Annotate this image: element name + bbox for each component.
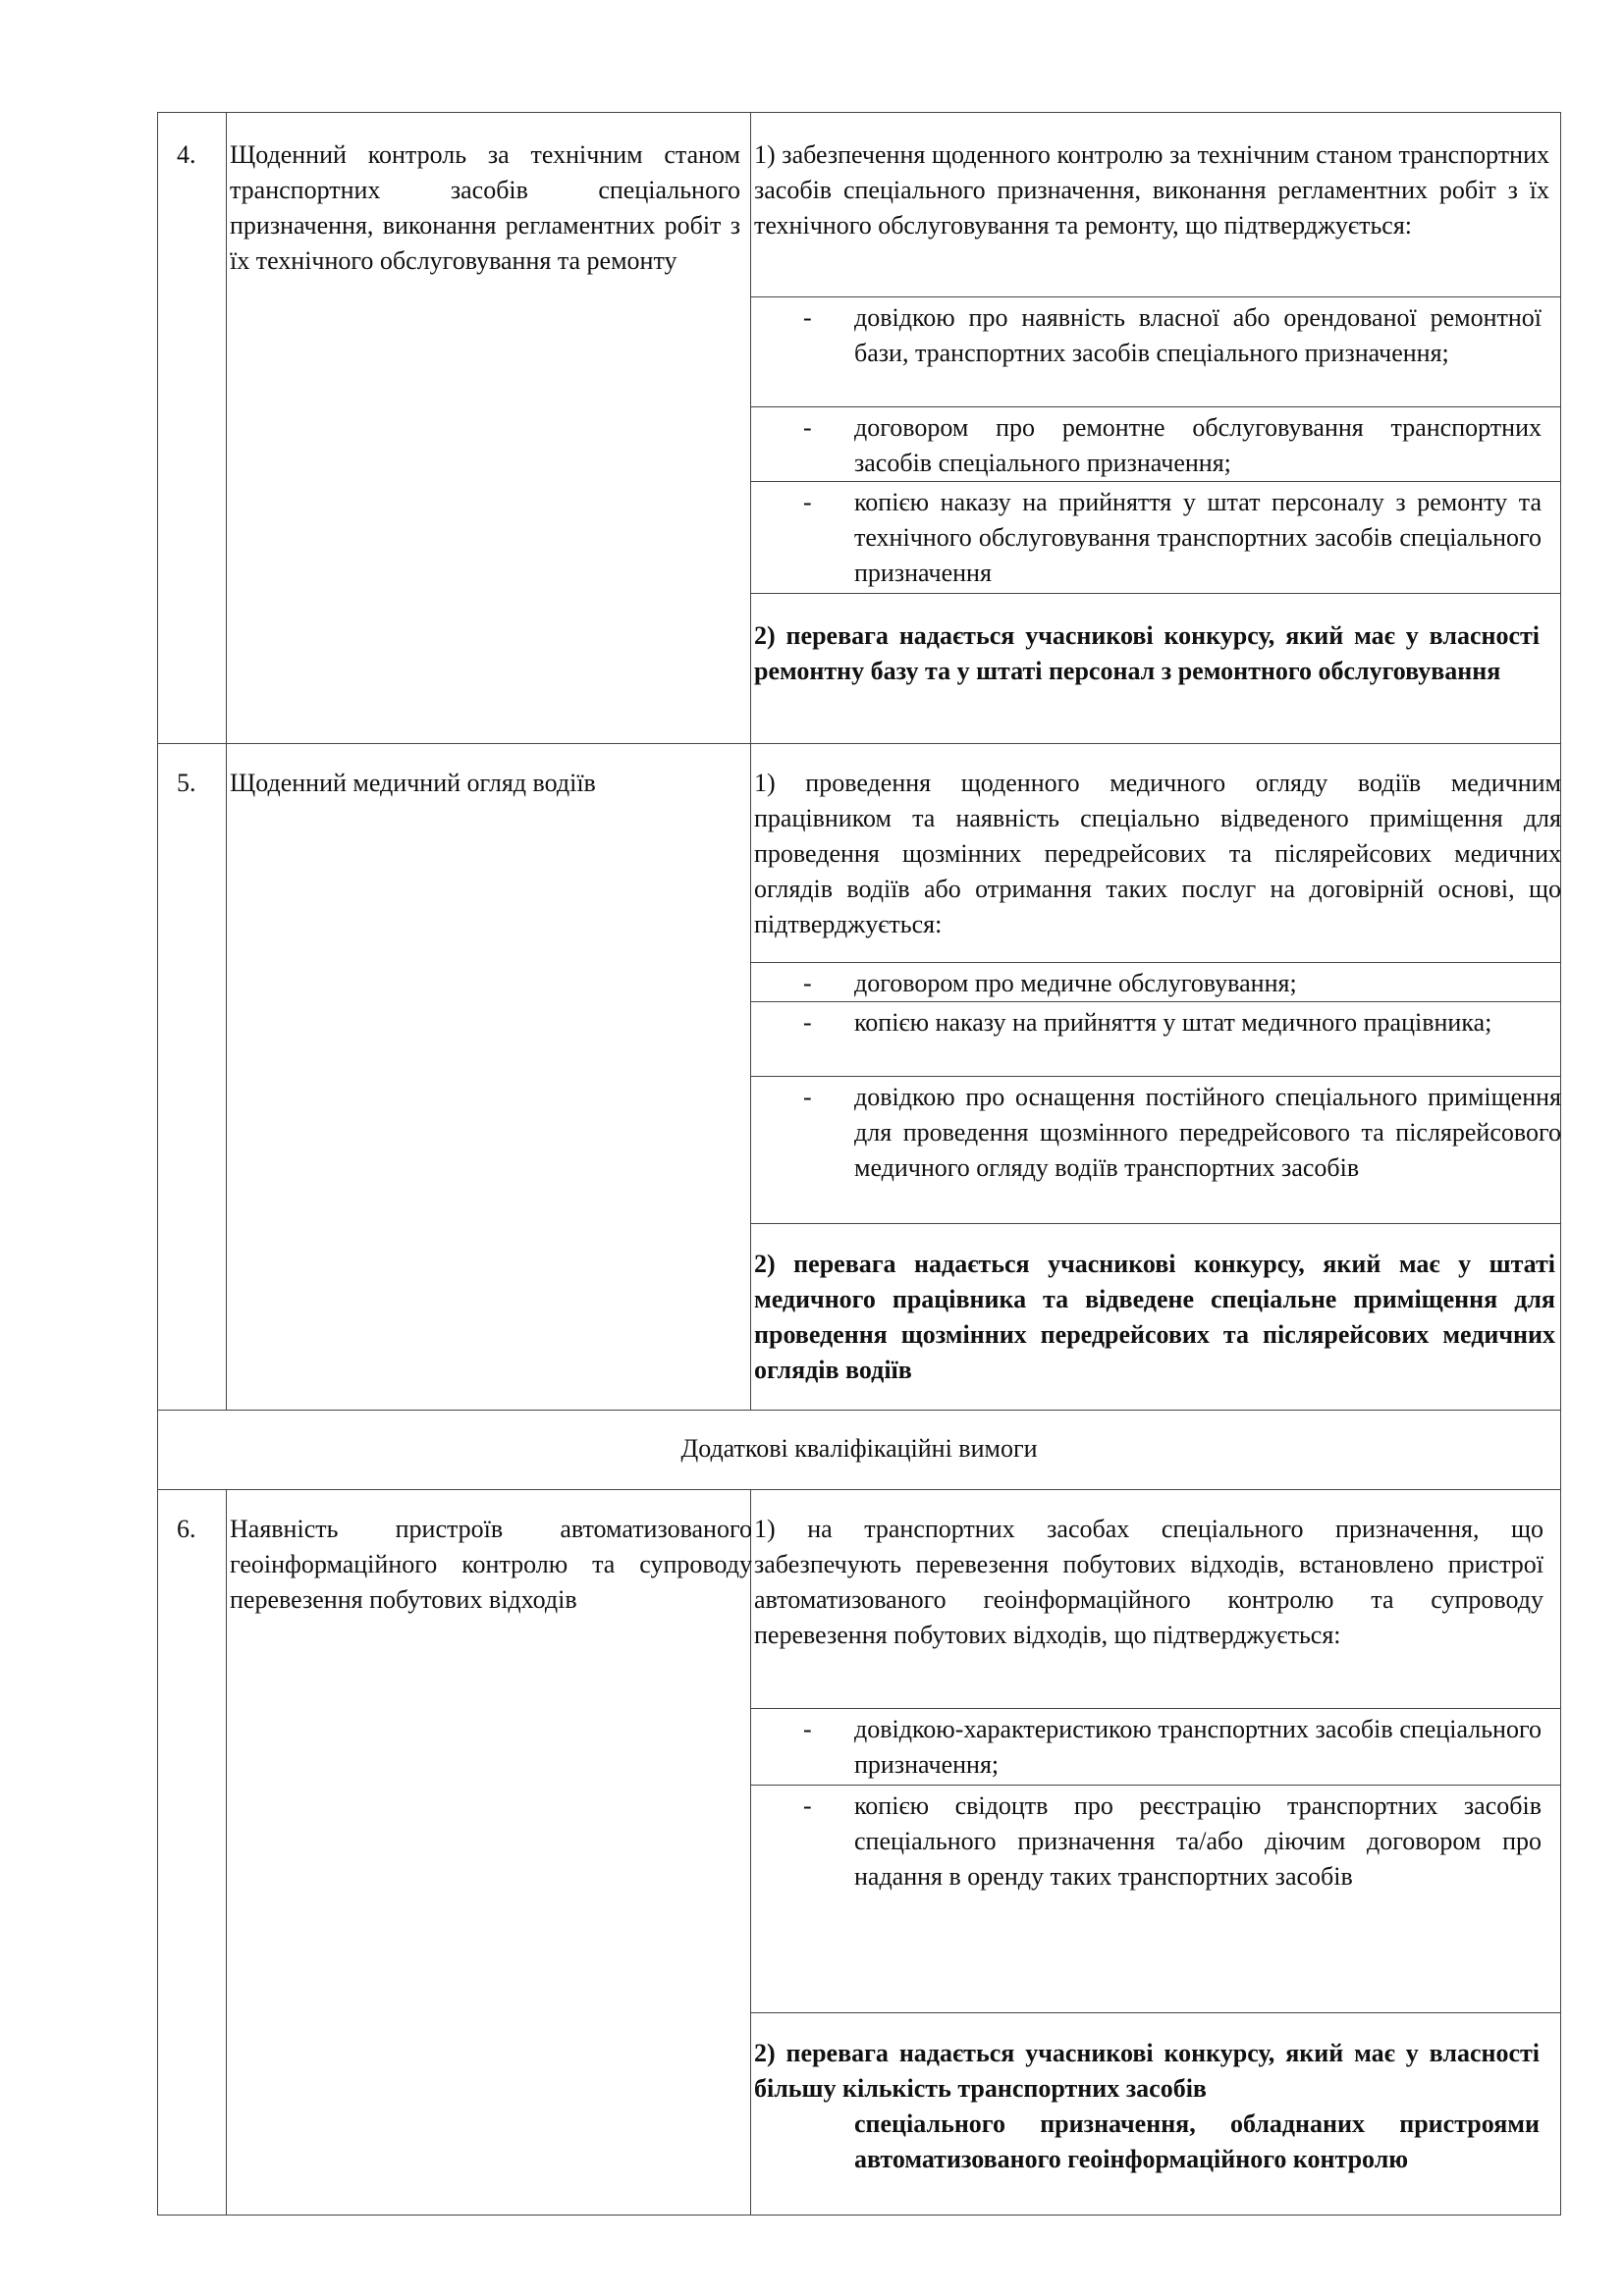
row-number: 4. (177, 140, 196, 169)
advantage-text: 2) перевага надається учасникові конкурсу, який має у власності ремонтну базу та у штаті персонал з ремонтного обслуговування (754, 621, 1540, 685)
evidence-text: довідкою про наявність власної або орендованої ремонтної бази, транспортних засобів спеціального призначення; (854, 303, 1542, 367)
evidence-text: копією наказу на прийняття у штат медичного працівника; (854, 1008, 1492, 1037)
criterion-text: Щоденний медичний огляд водіїв (230, 769, 596, 797)
advantage-text-continued: спеціального призначення, обладнаних пристроями автоматизованого геоінформаційного контролю (854, 2109, 1540, 2173)
evidence-text: договором про медичне обслуговування; (854, 969, 1297, 997)
advantage-text: 2) перевага надається учасникові конкурсу, який має у власності більшу кількість транспортних засобів (754, 2039, 1540, 2103)
bullet-dash: - (803, 1083, 812, 1111)
advantage-text: 2) перевага надається учасникові конкурсу, який має у штаті медичного працівника та відведене спеціальне приміщення для проведення щозмінних передрейсових та післярейсових медичних оглядів водіїв (754, 1250, 1555, 1384)
row-divider (750, 1785, 1561, 1786)
row-divider (157, 743, 1561, 744)
evidence-text: довідкою-характеристикою транспортних засобів спеціального призначення; (854, 1715, 1542, 1779)
column-divider-number (226, 1489, 227, 2216)
evidence-text: копією наказу на прийняття у штат персоналу з ремонту та технічного обслуговування транспортних засобів спеціального призначення (854, 488, 1542, 587)
row-divider (750, 1708, 1561, 1709)
criterion-text: Наявність пристроїв автоматизованого геоінформаційного контролю та супроводу перевезення побутових відходів (230, 1515, 752, 1614)
row-divider (157, 1489, 1561, 1490)
section-heading-row (157, 1410, 1561, 1489)
bullet-dash: - (803, 488, 812, 516)
row-divider (750, 1076, 1561, 1077)
requirement-text: 1) забезпечення щоденного контролю за технічним станом транспортних засобів спеціального призначення, виконання регламентних робіт з їх технічного обслуговування та ремонту, що підтверджується: (754, 140, 1549, 240)
section-heading: Додаткові кваліфікаційні вимоги (680, 1434, 1038, 1463)
evidence-text: довідкою про оснащення постійного спеціального приміщення для проведення щозмінного передрейсового та післярейсового медичного огляду водіїв транспортних засобів (854, 1083, 1561, 1182)
bullet-dash: - (803, 1008, 812, 1037)
column-divider-number (226, 112, 227, 1410)
row-divider (750, 1223, 1561, 1224)
criterion-text: Щоденний контроль за технічним станом транспортних засобів спеціального призначення, виконання регламентних робіт з їх технічного обслуговування та ремонту (230, 140, 740, 275)
row-divider (750, 593, 1561, 594)
row-number: 6. (177, 1515, 196, 1543)
bullet-dash: - (803, 1715, 812, 1743)
evidence-text: копією свідоцтв про реєстрацію транспортних засобів спеціального призначення та/або діючим договором про надання в оренду таких транспортних засобів (854, 1791, 1542, 1891)
requirement-text: 1) проведення щоденного медичного огляду водіїв медичним працівником та наявність спеціально відведеного приміщення для проведення щозмінних передрейсових та післярейсових медичних оглядів водіїв або отримання таких послуг на договірній основі, що підтверджується: (754, 769, 1561, 938)
bullet-dash: - (803, 413, 812, 442)
bullet-dash: - (803, 1791, 812, 1820)
bullet-dash: - (803, 303, 812, 332)
evidence-text: договором про ремонтне обслуговування транспортних засобів спеціального призначення; (854, 413, 1542, 477)
column-divider-criterion (750, 112, 751, 1410)
row-divider (750, 406, 1561, 407)
row-number: 5. (177, 769, 196, 797)
row-divider (750, 2012, 1561, 2013)
row-divider (750, 481, 1561, 482)
requirement-text: 1) на транспортних засобах спеціального призначення, що забезпечують перевезення побутових відходів, встановлено пристрої автоматизованого геоінформаційного контролю та супроводу перевезення побутових відходів, що підтверджується: (754, 1515, 1543, 1649)
row-divider (750, 1001, 1561, 1002)
bullet-dash: - (803, 969, 812, 997)
row-divider (750, 296, 1561, 297)
row-divider (750, 962, 1561, 963)
